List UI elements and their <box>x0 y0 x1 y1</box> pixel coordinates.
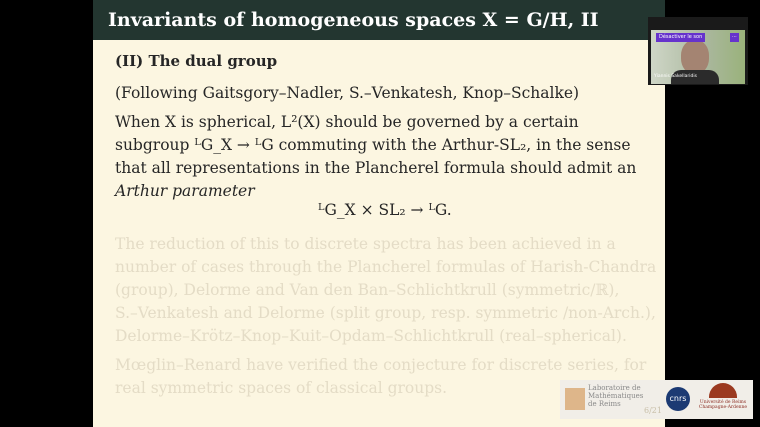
university-logo-icon <box>709 383 737 398</box>
slide-title: Invariants of homogeneous spaces X = G/H, II <box>93 0 665 40</box>
para2-line: S.–Venkatesh and Delorme (split group, resp. symmetric /non-Arch.), <box>115 304 656 322</box>
participant-name: Yiannis Sakellaridis <box>654 74 697 79</box>
para3-line: Mœglin–Renard have verified the conjecture for discrete series, for <box>115 356 647 374</box>
following-line: (Following Gaitsgory–Nadler, S.–Venkatesh, Knop–Schalke) <box>115 84 580 102</box>
cnrs-logo: cnrs <box>666 387 690 411</box>
para1-line: that all representations in the Plancherel formula should admit an <box>115 159 637 177</box>
section-heading: (II) The dual group <box>115 52 278 70</box>
page-number: 6/21 <box>644 406 662 415</box>
para2-line: Delorme–Krötz–Knop–Kuit–Opdam–Schlichtkrull (real–spherical). <box>115 327 627 345</box>
para2-line: The reduction of this to discrete spectra has been achieved in a <box>115 235 616 253</box>
more-options-button[interactable]: ··· <box>732 34 737 40</box>
logo-strip <box>560 380 753 419</box>
university-logo-text: Université de Reims Champagne-Ardenne <box>698 400 748 410</box>
lab-logo-icon <box>565 388 585 410</box>
para2-line: number of cases through the Plancherel formulas of Harish-Chandra <box>115 258 657 276</box>
para2-line: (group), Delorme and Van den Ban–Schlichtkrull (symmetric/ℝ), <box>115 281 620 299</box>
video-tile[interactable] <box>648 17 748 85</box>
para3-line: real symmetric spaces of classical groups. <box>115 379 448 397</box>
mute-button[interactable]: Désactiver le son <box>656 33 705 42</box>
para1-line: When X is spherical, L²(X) should be governed by a certain <box>115 113 579 131</box>
formula: ᴸG_X × SL₂ → ᴸG. <box>318 201 452 219</box>
slide <box>93 0 665 427</box>
lab-logo-text: Laboratoire de Mathématiques de Reims <box>588 384 644 408</box>
para1-line: subgroup ᴸG_X → ᴸG commuting with the Arthur-SL₂, in the sense <box>115 136 631 154</box>
para1-italic: Arthur parameter <box>115 182 255 200</box>
